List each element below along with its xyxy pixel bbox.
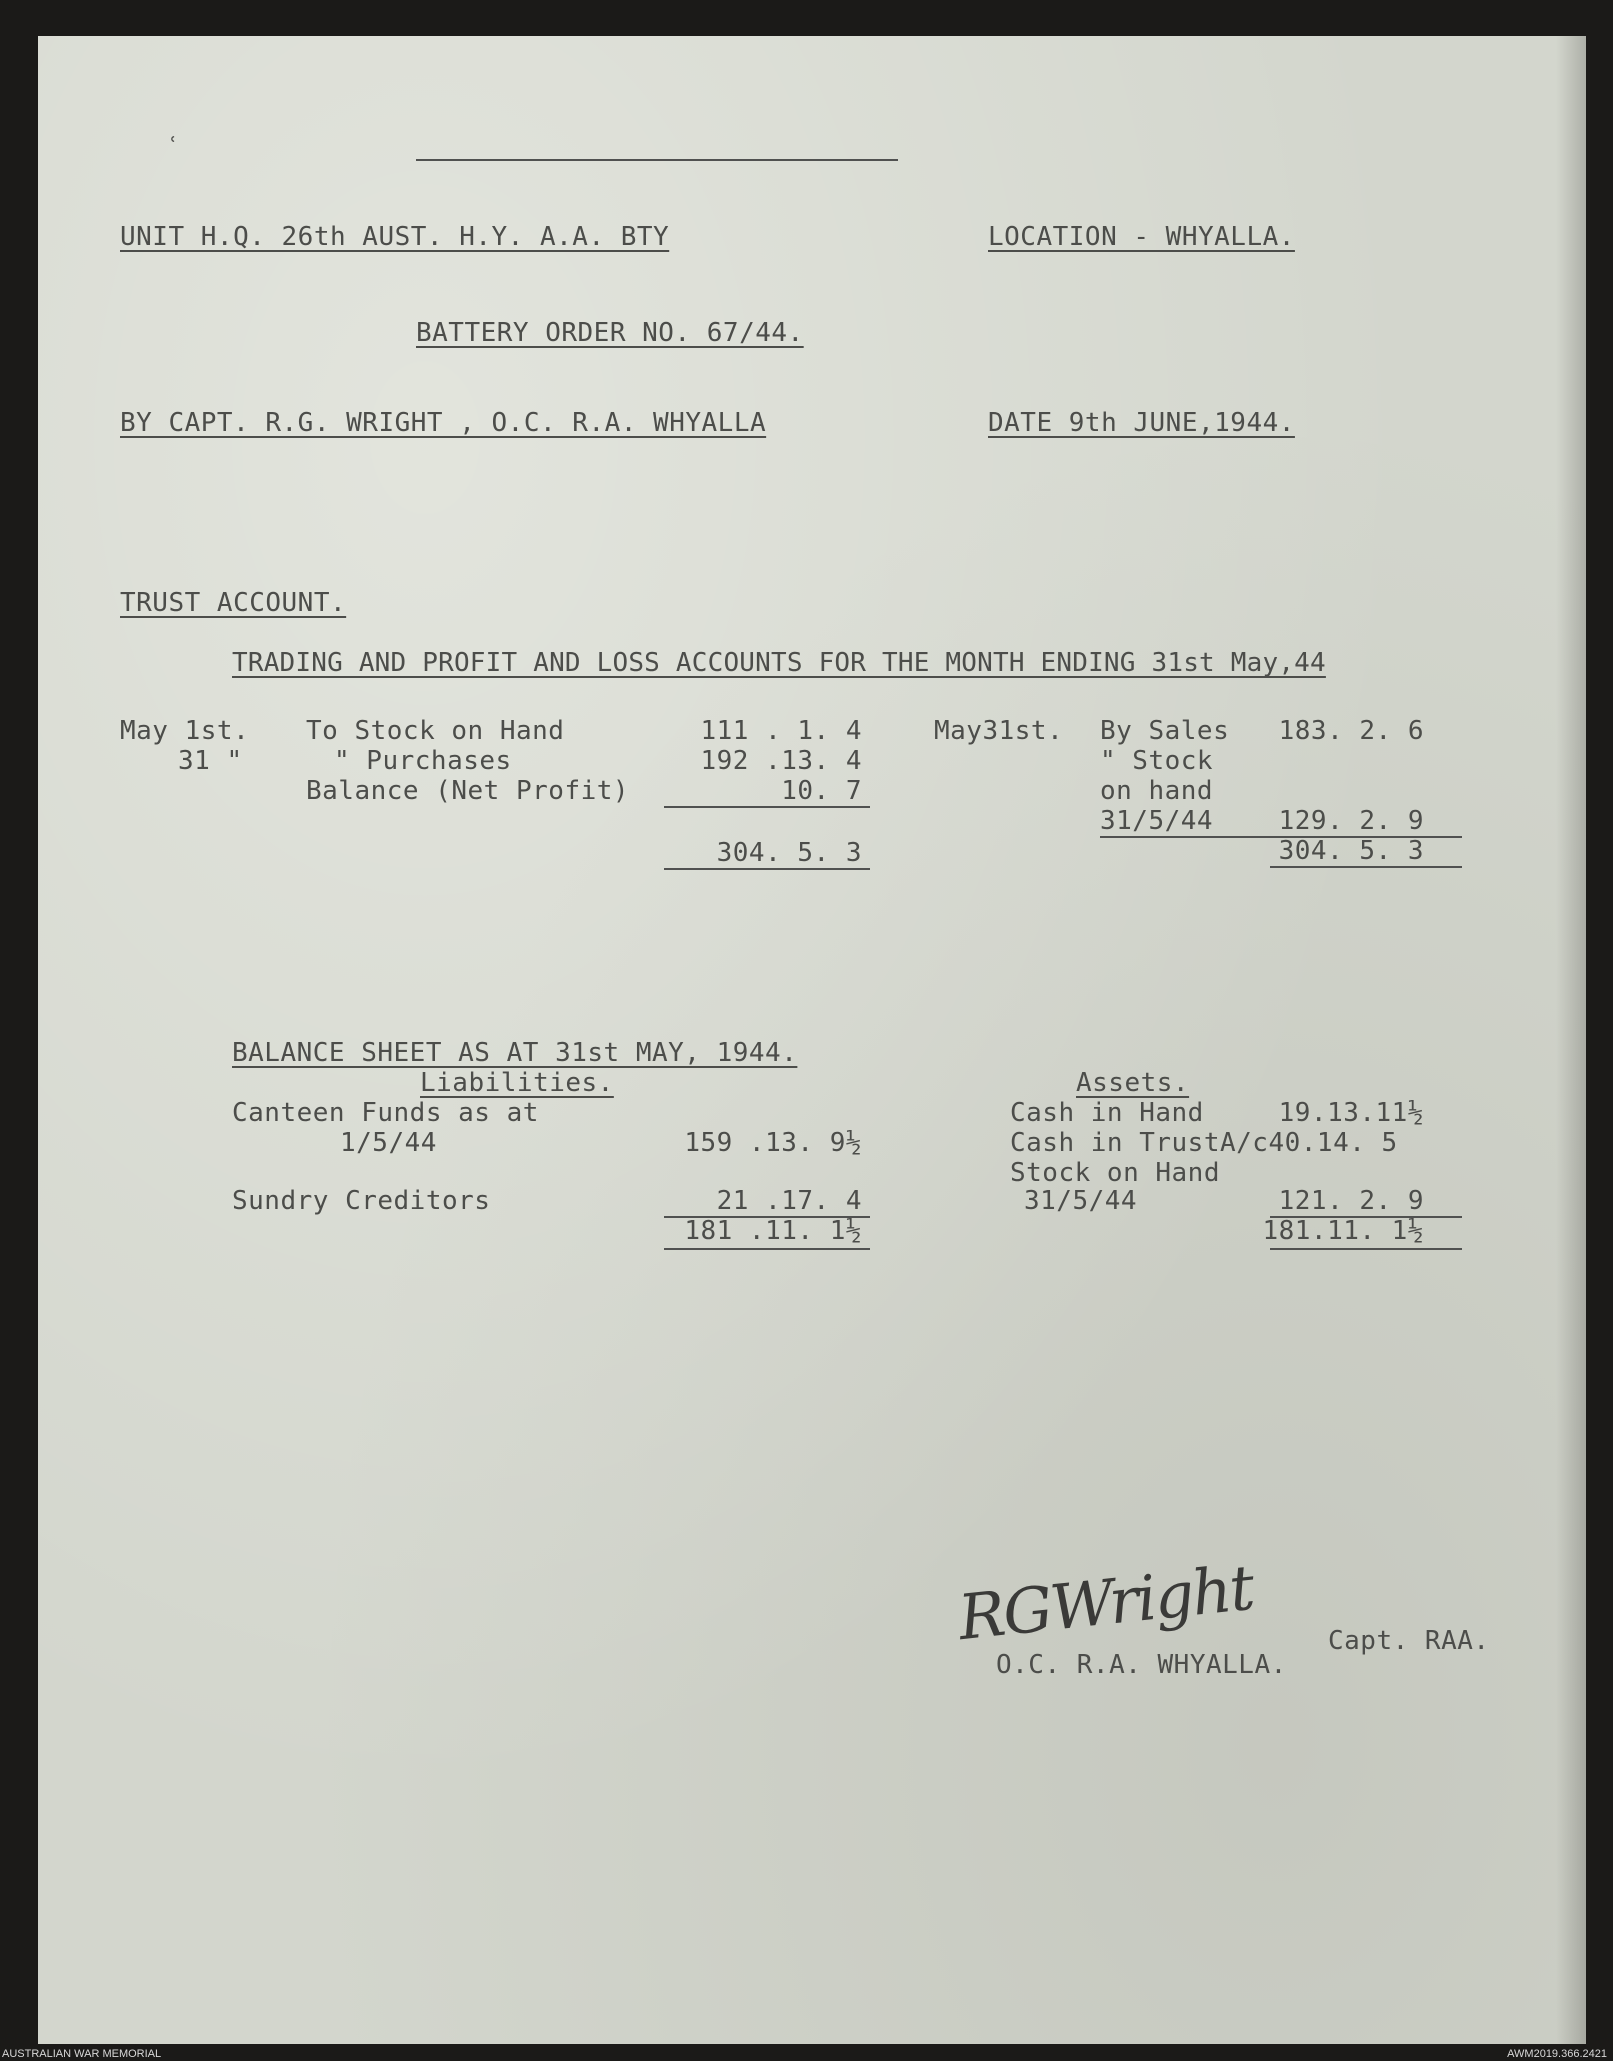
credit-amount: 129. 2. 9 <box>1278 806 1424 836</box>
credit-total: 304. 5. 3 <box>1278 836 1424 866</box>
liability-amount: 159 .13. 9½ <box>684 1128 862 1158</box>
signatory-title: O.C. R.A. WHYALLA. <box>996 1650 1287 1680</box>
debit-row-amount: 192 .13. 4 <box>700 746 862 776</box>
assets-label: Assets. <box>1076 1068 1190 1098</box>
credit-total-rule <box>1270 866 1462 868</box>
debit-row-amount: 10. 7 <box>781 776 862 806</box>
credit-amount: 183. 2. 6 <box>1278 716 1424 746</box>
archive-label: AUSTRALIAN WAR MEMORIAL <box>2 2048 162 2060</box>
location-line: LOCATION - WHYALLA. <box>988 222 1295 252</box>
debit-total: 304. 5. 3 <box>716 838 862 868</box>
trading-account-heading: TRADING AND PROFIT AND LOSS ACCOUNTS FOR THE MONTH ENDING 31st May,44 <box>232 648 1326 678</box>
asset-amount: 121. 2. 9 <box>1278 1186 1424 1216</box>
credit-desc: By Sales <box>1100 716 1230 746</box>
credit-date: 31/5/44 <box>1100 806 1214 836</box>
asset-desc: Cash in TrustA/c40.14. 5 <box>1010 1128 1398 1158</box>
document-page <box>38 36 1586 2044</box>
debit-row-date: May 1st. <box>120 716 250 746</box>
issued-by-line: BY CAPT. R.G. WRIGHT , O.C. R.A. WHYALLA <box>120 408 767 438</box>
asset-desc: Cash in Hand <box>1010 1098 1204 1128</box>
liability-desc: Sundry Creditors <box>232 1186 491 1216</box>
battery-order-title: BATTERY ORDER NO. 67/44. <box>416 318 804 348</box>
archive-id: AWM2019.366.2421 <box>1507 2048 1607 2060</box>
trust-account-heading: TRUST ACCOUNT. <box>120 588 347 618</box>
asset-desc: Stock on Hand <box>1010 1158 1220 1188</box>
asset-desc: 31/5/44 <box>1024 1186 1138 1216</box>
liability-desc: 1/5/44 <box>340 1128 437 1158</box>
liabilities-total-rule <box>664 1248 870 1250</box>
debit-subtotal-rule <box>664 806 870 808</box>
pencil-mark: ʿ <box>166 134 180 159</box>
page-fold-shadow <box>1556 36 1586 2044</box>
debit-row-desc: To Stock on Hand <box>306 716 565 746</box>
debit-row-amount: 111 . 1. 4 <box>700 716 862 746</box>
credit-desc: " Stock <box>1100 746 1214 776</box>
unit-line: UNIT H.Q. 26th AUST. H.Y. A.A. BTY <box>120 222 670 252</box>
credit-date: May31st. <box>934 716 1064 746</box>
assets-total: 181.11. 1½ <box>1262 1216 1424 1246</box>
credit-desc: on hand <box>1100 776 1214 806</box>
top-rule <box>416 159 898 161</box>
debit-row-desc: Balance (Net Profit) <box>306 776 630 806</box>
assets-total-rule <box>1270 1248 1462 1250</box>
asset-amount: 19.13.11½ <box>1278 1098 1424 1128</box>
debit-row-desc: " Purchases <box>334 746 512 776</box>
liability-amount: 21 .17. 4 <box>716 1186 862 1216</box>
liabilities-total: 181 .11. 1½ <box>684 1216 862 1246</box>
balance-sheet-heading: BALANCE SHEET AS AT 31st MAY, 1944. <box>232 1038 798 1068</box>
liability-desc: Canteen Funds as at <box>232 1098 539 1128</box>
debit-total-rule <box>664 868 870 870</box>
handwritten-signature: RGWright <box>954 1550 1257 1655</box>
date-line: DATE 9th JUNE,1944. <box>988 408 1295 438</box>
signatory-rank: Capt. RAA. <box>1328 1626 1490 1656</box>
liabilities-label: Liabilities. <box>420 1068 614 1098</box>
debit-row-date: 31 " <box>178 746 243 776</box>
